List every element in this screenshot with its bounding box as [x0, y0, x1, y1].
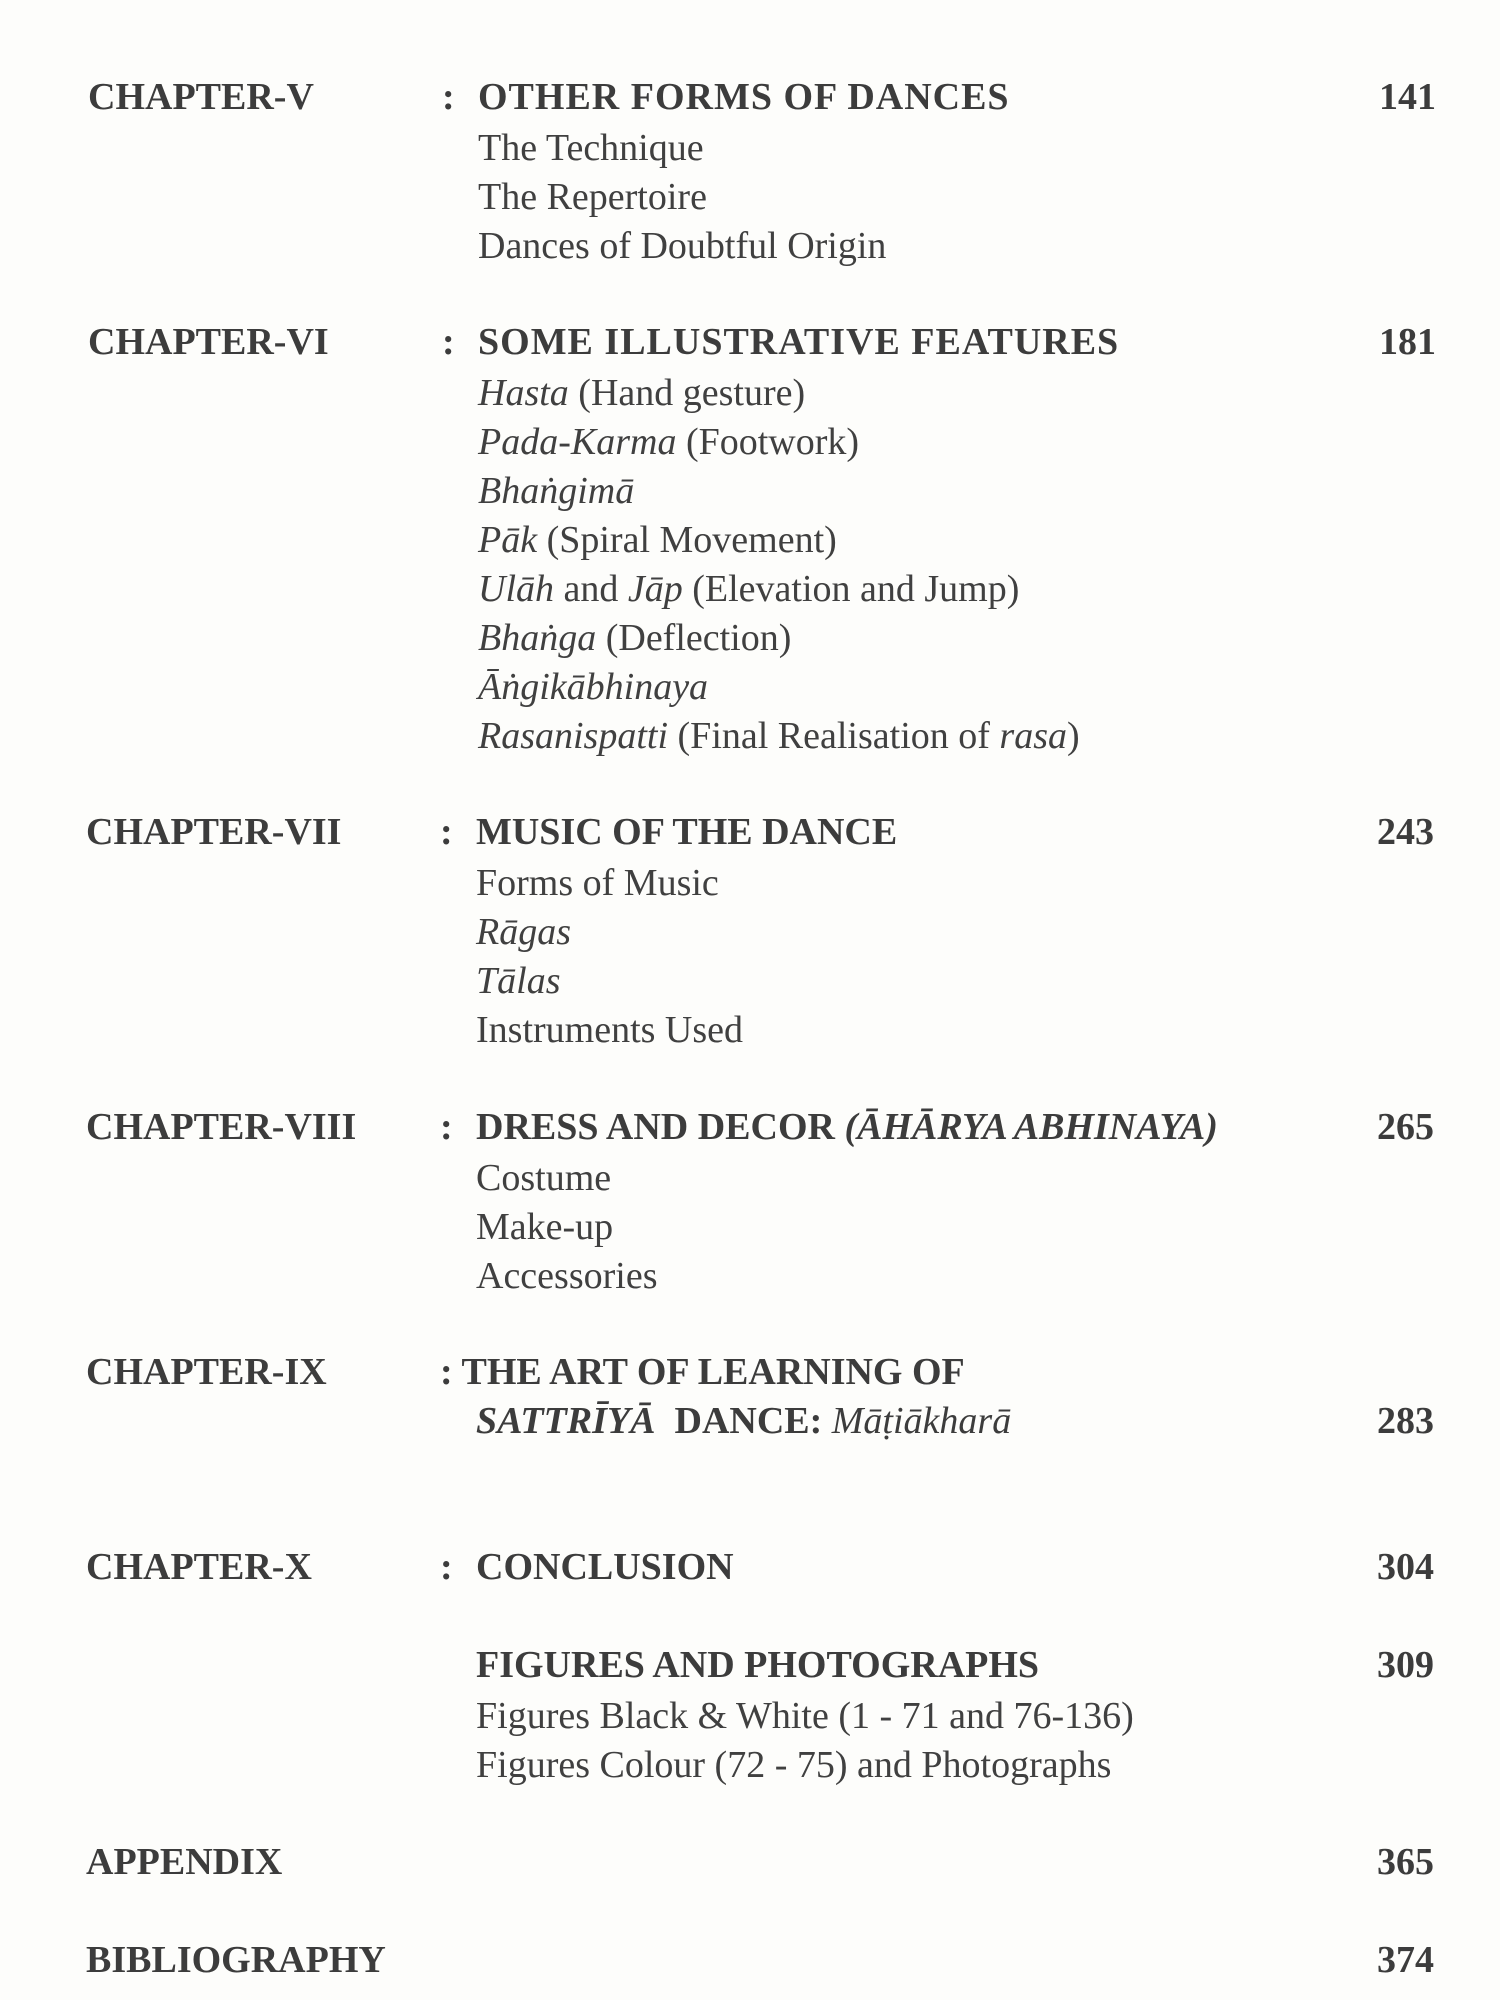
chapter-title: : THE ART OF LEARNING OF [440, 1351, 965, 1393]
page-number: 265 [1377, 1106, 1434, 1148]
italic-term: Rasanispatti [478, 715, 669, 757]
chapter-title: OTHER FORMS OF DANCES [478, 76, 1010, 118]
chapter-label: CHAPTER-X [86, 1546, 312, 1588]
subsection-item [478, 467, 1080, 516]
subsection-list [476, 1154, 657, 1301]
chapter-title [476, 1105, 1218, 1149]
chapter-label: CHAPTER-IX [86, 1351, 327, 1393]
chapter-title-italic: (ĀHĀRYA ABHINAYA) [844, 1106, 1218, 1148]
figures-item: Figures Colour (72 - 75) and Photographs [476, 1744, 1112, 1786]
page-number: 243 [1377, 811, 1434, 853]
page-number: 283 [1377, 1400, 1434, 1442]
page-number: 365 [1377, 1841, 1434, 1883]
subsection-item [478, 565, 1080, 614]
subsection-item [478, 124, 886, 173]
italic-term: Pāk [478, 519, 538, 561]
figures-list [476, 1692, 1134, 1790]
subsection-item [478, 369, 1080, 418]
bibliography-label: BIBLIOGRAPHY [86, 1939, 386, 1981]
appendix-label: APPENDIX [86, 1841, 283, 1883]
subsection-list [478, 124, 886, 271]
colon-separator: : [440, 1106, 453, 1148]
italic-term: Ulāh [478, 568, 554, 610]
plain-text: ) [1067, 715, 1080, 757]
subsection-item [478, 222, 886, 271]
italic-term: Rāgas [476, 911, 571, 953]
chapter-label: CHAPTER-VI [88, 321, 329, 363]
page-number: 141 [1379, 76, 1436, 118]
colon-separator: : [442, 76, 455, 118]
page-number: 304 [1377, 1546, 1434, 1588]
subsection-item [476, 859, 743, 908]
chapter-title: CONCLUSION [476, 1546, 734, 1588]
subsection-item [478, 173, 886, 222]
plain-text: (Hand gesture) [568, 372, 806, 414]
figures-item: Figures Black & White (1 - 71 and 76-136) [476, 1695, 1134, 1737]
chapter-label: CHAPTER-VII [86, 811, 342, 853]
chapter-title-italic-end: Māṭiākharā [831, 1400, 1012, 1442]
subsection-item [478, 614, 1080, 663]
figures-title: FIGURES AND PHOTOGRAPHS [476, 1644, 1040, 1686]
subsection-item [478, 712, 1080, 761]
subsection-list [478, 369, 1080, 761]
plain-text: Make-up [476, 1206, 614, 1248]
italic-term: Āṅgikābhinaya [478, 666, 709, 708]
chapter-title: SOME ILLUSTRATIVE FEATURES [478, 321, 1120, 363]
italic-term: Tālas [476, 960, 561, 1002]
subsection-item [476, 957, 743, 1006]
plain-text: and [554, 568, 628, 610]
subsection-item [476, 1154, 657, 1203]
subsection-item [476, 1203, 657, 1252]
subsection-item [476, 1006, 743, 1055]
plain-text: (Deflection) [596, 617, 792, 659]
subsection-item [478, 663, 1080, 712]
page-number: 181 [1379, 321, 1436, 363]
plain-text: The Repertoire [478, 176, 707, 218]
plain-text: (Spiral Movement) [537, 519, 837, 561]
chapter-label: CHAPTER-V [88, 76, 314, 118]
plain-text: (Final Realisation of [668, 715, 1000, 757]
colon-separator: : [442, 321, 455, 363]
page-number: 309 [1377, 1644, 1434, 1686]
italic-term: Bhaṅgimā [478, 470, 635, 512]
plain-text: (Footwork) [676, 421, 860, 463]
plain-text: Instruments Used [476, 1009, 744, 1051]
italic-term: Pada-Karma [478, 421, 677, 463]
chapter-title-italic: SATTRĪYĀ [476, 1400, 656, 1442]
italic-term: Hasta [478, 372, 569, 414]
subsection-item [476, 908, 743, 957]
chapter-title: MUSIC OF THE DANCE [476, 811, 898, 853]
plain-text: The Technique [478, 127, 704, 169]
colon-separator: : [440, 1546, 453, 1588]
chapter-title-text: DANCE: [655, 1400, 832, 1442]
italic-term: Jāp [627, 568, 683, 610]
plain-text: Dances of Doubtful Origin [478, 225, 887, 267]
colon-separator: : [440, 811, 453, 853]
plain-text: Costume [476, 1157, 612, 1199]
subsection-item [478, 418, 1080, 467]
chapter-label: CHAPTER-VIII [86, 1106, 357, 1148]
italic-term: rasa [999, 715, 1067, 757]
plain-text: Accessories [476, 1255, 658, 1297]
plain-text: Forms of Music [476, 862, 719, 904]
italic-term: Bhaṅga [478, 617, 597, 659]
chapter-title-line-2 [476, 1399, 1011, 1443]
chapter-title-text: DRESS AND DECOR [476, 1106, 845, 1148]
page-number: 374 [1377, 1939, 1434, 1981]
plain-text: (Elevation and Jump) [682, 568, 1020, 610]
subsection-item [478, 516, 1080, 565]
subsection-item [476, 1252, 657, 1301]
subsection-list [476, 859, 743, 1055]
